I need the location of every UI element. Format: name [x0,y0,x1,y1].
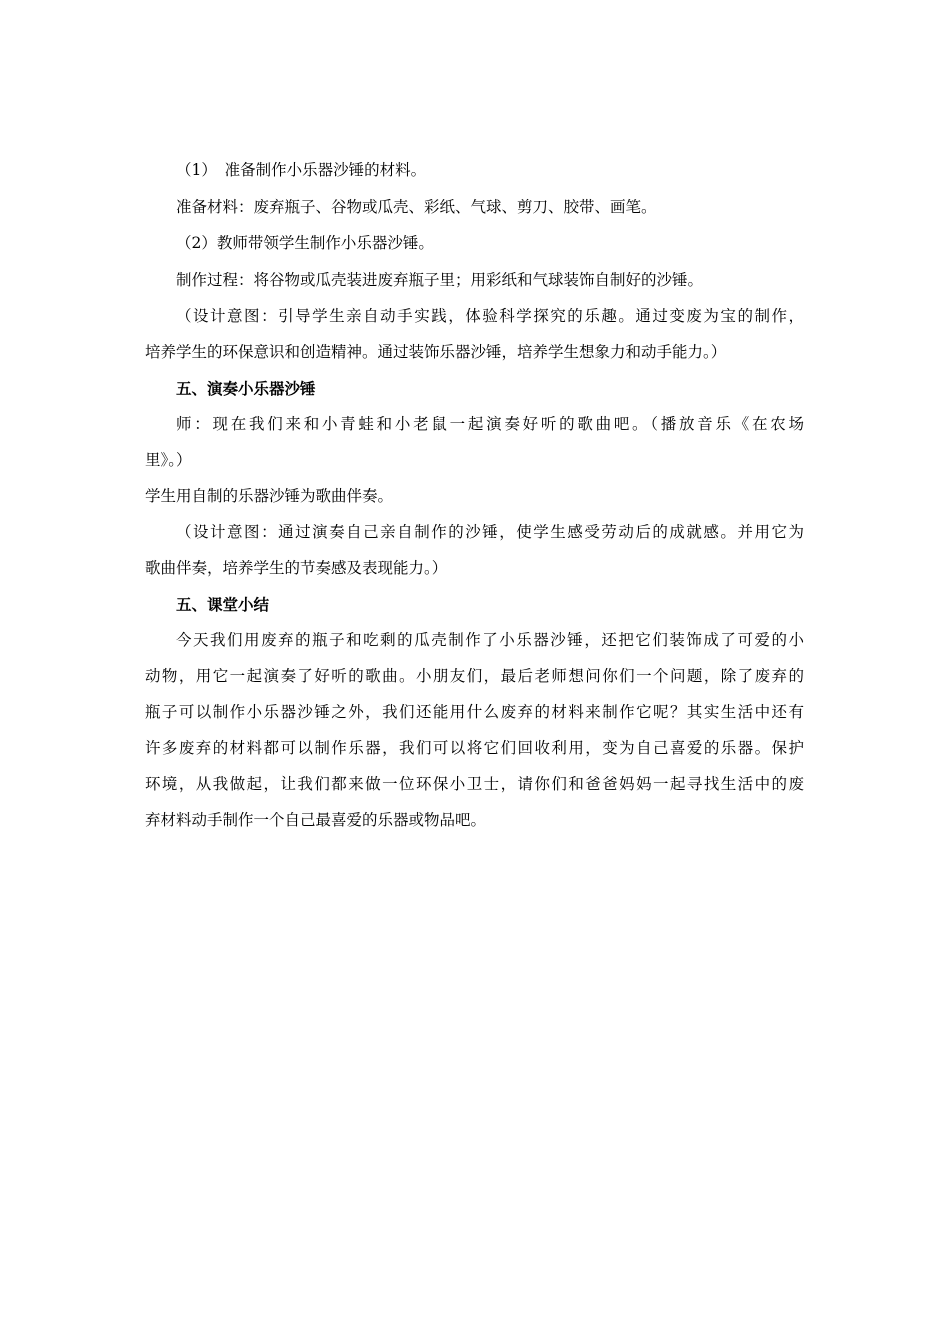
summary-line-6: 弃材料动手制作一个自己最喜爱的乐器或物品吧。 [145,811,487,829]
step-1-line: （1） 准备制作小乐器沙锤的材料。 [176,161,427,179]
design-intent-2-line-1: （设计意图：通过演奏自己亲自制作的沙锤，使学生感受劳动后的成就感。并用它为 [176,523,804,541]
section-heading-perform: 五、演奏小乐器沙锤 [176,379,316,398]
summary-line-4: 许多废弃的材料都可以制作乐器，我们可以将它们回收利用，变为自己喜爱的乐器。保护 [145,739,804,757]
summary-line-1: 今天我们用废弃的瓶子和吃剩的瓜壳制作了小乐器沙锤，还把它们装饰成了可爱的小 [176,631,804,649]
summary-line-3: 瓶子可以制作小乐器沙锤之外，我们还能用什么废弃的材料来制作它呢？其实生活中还有 [145,703,804,721]
teacher-line-1: 师：现在我们来和小青蛙和小老鼠一起演奏好听的歌曲吧。（播放音乐《在农场 [176,415,804,433]
design-intent-1-line-2: 培养学生的环保意识和创造精神。通过装饰乐器沙锤，培养学生想象力和动手能力。） [145,343,727,361]
summary-line-2: 动物，用它一起演奏了好听的歌曲。小朋友们，最后老师想问你们一个问题，除了废弃的 [145,667,804,685]
summary-line-5: 环境，从我做起，让我们都来做一位环保小卫士，请你们和爸爸妈妈一起寻找生活中的废 [145,775,804,793]
section-heading-summary: 五、课堂小结 [176,595,270,614]
students-line: 学生用自制的乐器沙锤为歌曲伴奏。 [145,487,394,505]
step-2-line: （2）教师带领学生制作小乐器沙锤。 [176,234,434,252]
materials-line: 准备材料：废弃瓶子、谷物或瓜壳、彩纸、气球、剪刀、胶带、画笔。 [176,198,657,216]
teacher-line-2: 里》。） [145,451,192,469]
design-intent-1-line-1: （设计意图：引导学生亲自动手实践，体验科学探究的乐趣。通过变废为宝的制作， [176,307,804,325]
design-intent-2-line-2: 歌曲伴奏，培养学生的节奏感及表现能力。） [145,559,448,577]
process-line: 制作过程：将谷物或瓜壳装进废弃瓶子里；用彩纸和气球装饰自制好的沙锤。 [176,271,704,289]
